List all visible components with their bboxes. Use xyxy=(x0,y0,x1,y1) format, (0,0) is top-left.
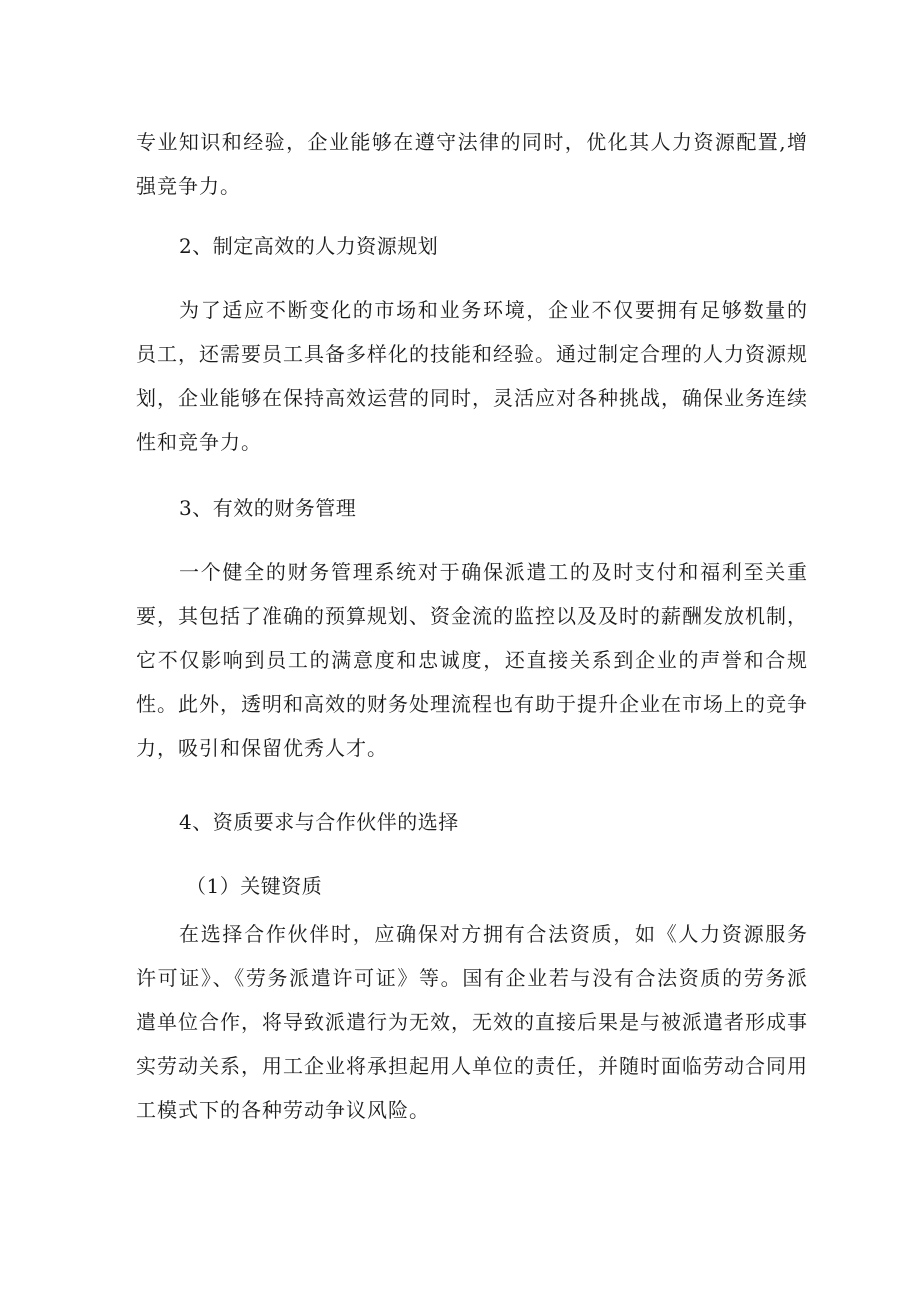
section-2-heading: 2、制定高效的人力资源规划 xyxy=(179,234,439,258)
subsection-1-body: 在选择合作伙伴时，应确保对方拥有合法资质，如《人力资源服务许可证》、《劳务派遣许可证》等。国有企业若与没有合法资质的劳务派遣单位合作，将导致派遣行为无效，无效的直接后果是与被派遣者形成事实劳动关系，用工企业将承担起用人单位的责任，并随时面临劳动合同用工模式下的各种劳动争议风险。 xyxy=(136,922,808,1122)
section-3-body: 一个健全的财务管理系统对于确保派遣工的及时支付和福利至关重要，其包括了准确的预算规划、资金流的监控以及及时的薪酬发放机制，它不仅影响到员工的满意度和忠诚度，还直接关系到企业的声誉和合规性。此外，透明和高效的财务处理流程也有助于提升企业在市场上的竞争力，吸引和保留优秀人才。 xyxy=(136,560,808,760)
section-4-heading: 4、资质要求与合作伙伴的选择 xyxy=(179,810,459,834)
continuation-paragraph: 专业知识和经验，企业能够在遵守法律的同时，优化其人力资源配置,增强竞争力。 xyxy=(136,130,808,198)
section-3-heading: 3、有效的财务管理 xyxy=(179,496,357,520)
subsection-1-heading: （1）关键资质 xyxy=(186,874,323,898)
section-2-body: 为了适应不断变化的市场和业务环境，企业不仅要拥有足够数量的员工，还需要员工具备多样化的技能和经验。通过制定合理的人力资源规划，企业能够在保持高效运营的同时，灵活应对各种挑战，确保业务连续性和竞争力。 xyxy=(136,298,808,454)
